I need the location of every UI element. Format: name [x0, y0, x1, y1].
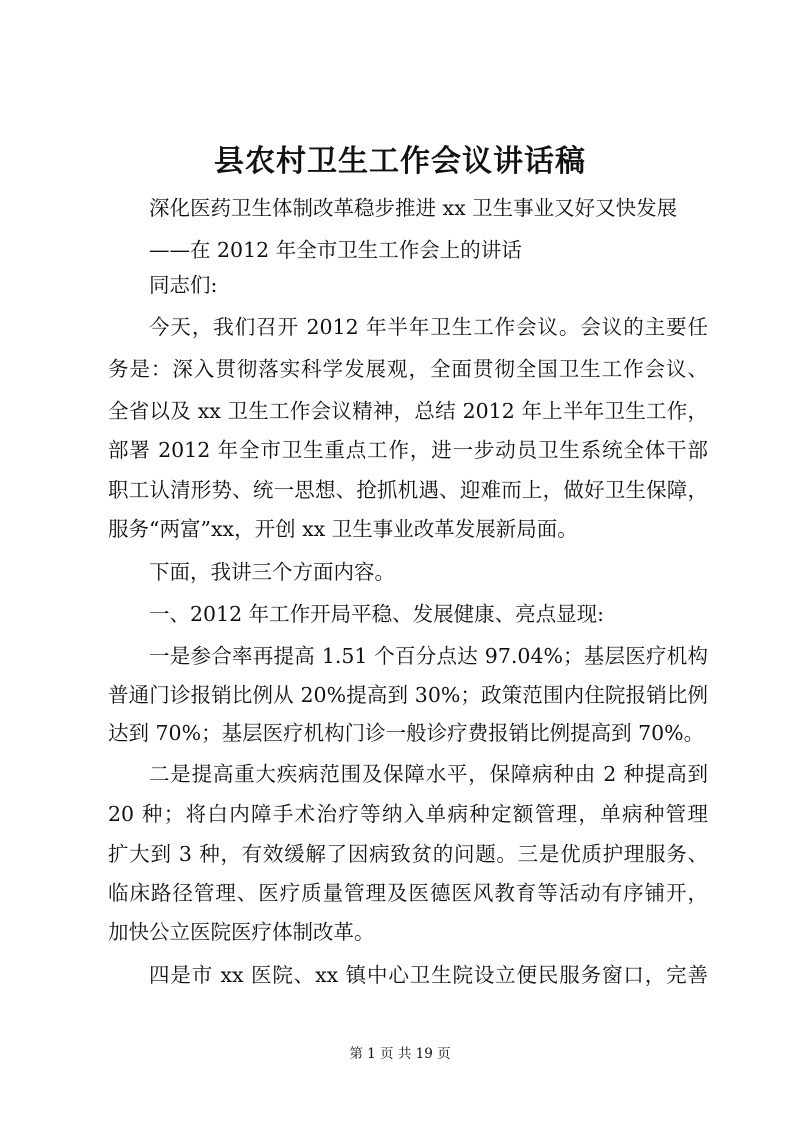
section-heading: 一、2012 年工作开局平稳、发展健康、亮点显现:: [149, 602, 605, 626]
paragraph-line: 服务“两富”xx，开创 xx 卫生事业改革发展新局面。: [108, 517, 578, 541]
paragraph-line: 一是参合率再提高 1.51 个百分点达 97.04%；基层医疗机构: [149, 644, 708, 668]
salutation: 同志们:: [149, 273, 218, 297]
paragraph-line: 20 种；将白内障手术治疗等纳入单病种定额管理，单病种管理: [108, 802, 708, 826]
paragraph-line: 部署 2012 年全市卫生重点工作，进一步动员卫生系统全体干部: [108, 438, 708, 462]
paragraph-line: 达到 70%；基层医疗机构门诊一般诊疗费报销比例提高到 70%。: [108, 721, 705, 745]
paragraph-line: 下面，我讲三个方面内容。: [149, 560, 395, 584]
paragraph-line: 今天，我们召开 2012 年半年卫生工作会议。会议的主要任: [149, 315, 708, 339]
paragraph-line: 普通门诊报销比例从 20%提高到 30%；政策范围内住院报销比例: [108, 683, 708, 707]
subtitle-line: 深化医药卫生体制改革稳步推进 xx 卫生事业又好又快发展: [149, 196, 678, 220]
paragraph-line: 扩大到 3 种，有效缓解了因病致贫的问题。三是优质护理服务、: [108, 842, 708, 866]
paragraph-line: 职工认清形势、统一思想、抢抓机遇、迎难而上，做好卫生保障，: [108, 478, 708, 502]
paragraph-line: 务是：深入贯彻落实科学发展观，全面贯彻全国卫生工作会议、: [108, 357, 708, 381]
paragraph-line: 加快公立医院医疗体制改革。: [108, 920, 375, 944]
paragraph-line: 四是市 xx 医院、xx 镇中心卫生院设立便民服务窗口，完善: [149, 963, 708, 987]
paragraph-line: 全省以及 xx 卫生工作会议精神，总结 2012 年上半年卫生工作，: [108, 399, 708, 423]
paragraph-line: 临床路径管理、医疗质量管理及医德医风教育等活动有序铺开，: [108, 881, 708, 905]
subtitle-line: ——在 2012 年全市卫生工作会上的讲话: [149, 238, 522, 262]
document-title: 县农村卫生工作会议讲话稿: [214, 144, 586, 179]
paragraph-line: 二是提高重大疾病范围及保障水平，保障病种由 2 种提高到: [149, 762, 708, 786]
page-footer: 第 1 页 共 19 页: [349, 1046, 451, 1062]
